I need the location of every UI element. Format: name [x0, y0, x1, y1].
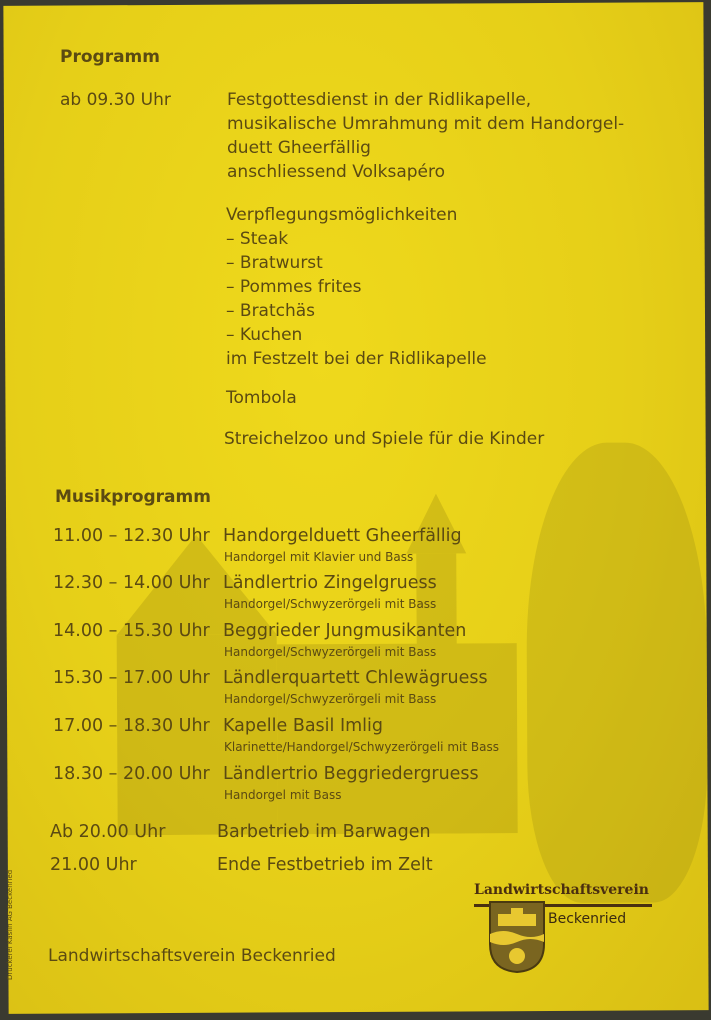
music-instruments: Handorgel mit Bass	[224, 788, 342, 802]
music-instruments: Klarinette/Handorgel/Schwyzerörgeli mit Bass	[224, 740, 499, 754]
food-item: – Kuchen	[226, 325, 303, 345]
food-item: – Pommes frites	[226, 277, 362, 297]
music-instruments: Handorgel/Schwyzerörgeli mit Bass	[224, 597, 437, 611]
tombola: Tombola	[226, 388, 297, 408]
food-item: – Bratwurst	[226, 253, 323, 273]
programm-heading: Programm	[60, 47, 160, 67]
music-time: 17.00 – 18.30 Uhr	[53, 716, 210, 736]
kids-activities: Streichelzoo und Spiele für die Kinder	[224, 429, 545, 449]
line: anschliessend Volksapéro	[227, 162, 446, 182]
music-time: 14.00 – 15.30 Uhr	[53, 621, 210, 641]
programm-time: ab 09.30 Uhr	[60, 90, 171, 110]
printer-credit: Druckerei Käslin AG Beckenried	[6, 869, 14, 980]
food-list	[226, 203, 487, 371]
music-time: 11.00 – 12.30 Uhr	[53, 526, 210, 546]
food-item: – Steak	[226, 229, 289, 249]
extra-time: Ab 20.00 Uhr	[50, 822, 166, 842]
music-act: Ländlerquartett Chlewägruess	[223, 668, 488, 688]
music-act: Beggrieder Jungmusikanten	[223, 621, 467, 641]
music-instruments: Handorgel/Schwyzerörgeli mit Bass	[224, 692, 437, 706]
logo-title: Landwirtschaftsverein	[474, 882, 649, 898]
extra-act: Barbetrieb im Barwagen	[217, 822, 431, 842]
line: duett Gheerfällig	[227, 138, 371, 158]
music-time: 18.30 – 20.00 Uhr	[53, 764, 210, 784]
food-location: im Festzelt bei der Ridlikapelle	[226, 349, 487, 369]
music-act: Kapelle Basil Imlig	[223, 716, 383, 736]
tree-background	[526, 442, 708, 903]
coat-of-arms-icon	[488, 900, 546, 974]
food-item: – Bratchäs	[226, 301, 316, 321]
music-instruments: Handorgel mit Klavier und Bass	[224, 550, 414, 564]
organizer: Landwirtschaftsverein Beckenried	[48, 946, 336, 966]
music-time: 15.30 – 17.00 Uhr	[53, 668, 210, 688]
music-act: Ländlertrio Beggriedergruess	[223, 764, 479, 784]
music-time: 12.30 – 14.00 Uhr	[53, 573, 210, 593]
music-instruments: Handorgel/Schwyzerörgeli mit Bass	[224, 645, 437, 659]
line: musikalische Umrahmung mit dem Handorgel-	[227, 114, 625, 134]
musik-heading: Musikprogramm	[55, 487, 211, 507]
programm-description	[227, 88, 624, 184]
extra-time: 21.00 Uhr	[50, 855, 137, 875]
extra-act: Ende Festbetrieb im Zelt	[217, 855, 433, 875]
line: Festgottesdienst in der Ridlikapelle,	[227, 90, 532, 110]
logo-place: Beckenried	[548, 911, 627, 927]
food-heading: Verpflegungsmöglichkeiten	[226, 205, 458, 225]
music-act: Handorgelduett Gheerfällig	[223, 526, 462, 546]
music-act: Ländlertrio Zingelgruess	[223, 573, 437, 593]
